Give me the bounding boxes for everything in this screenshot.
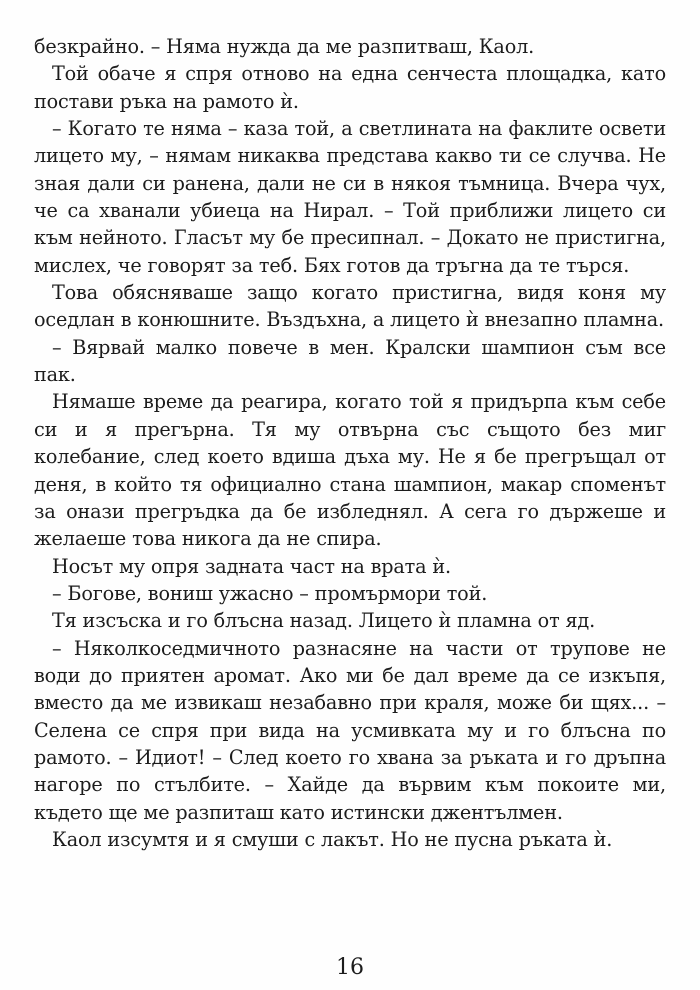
page-body-text — [34, 33, 666, 853]
paragraph: Каол изсумтя и я смуши с лакът. Но не пусна ръката ѝ. — [52, 827, 613, 851]
page-number: 16 — [336, 955, 364, 980]
paragraph-continuation: безкрайно. – Няма нужда да ме разпитваш, Каол. — [34, 35, 535, 58]
paragraph: Той обаче я спря отново на една сенчеста площадка, като постави ръка на рамото ѝ. — [34, 62, 666, 113]
paragraph: – Вярвай малко повече в мен. Кралски шампион съм все пак. — [34, 335, 666, 387]
paragraph: Нямаше време да реагира, когато той я придърпа към себе си и я прегърна. Тя му отвърна със същото без миг колебание, след което вдиша дъха му. Не я бе прегръщал от деня, в който тя официално стана шампион, макар споменът за онази прегръдка да бе избледнял. А сега го държеше и желаеше това никога да не спира. — [34, 390, 666, 551]
paragraph: Това обясняваше защо когато пристигна, видя коня му оседлан в конюшните. Въздъхна, а лицето ѝ внезапно пламна. — [34, 281, 666, 332]
paragraph: – Богове, вониш ужасно – промърмори той. — [52, 581, 488, 605]
paragraph: – Няколкоседмичното разнасяне на части от трупове не води до приятен аромат. Ако ми бе дал време да се изкъпя, вместо да ме извикаш незабавно при краля, може би щях... – Селена се спря при вида на усмивката му и го блъсна по рамото. – Идиот! – След което го хвана за ръката и го дръпна нагоре по стълбите. – Хайде да вървим към покоите ми, където ще ме разпиташ като истински джентълмен. — [34, 636, 666, 824]
paragraph: – Когато те няма – каза той, а светлината на факлите освети лицето му, – нямам никаква представа какво ти се случва. Не зная дали си ранена, дали не си в някоя тъмница. Вчера чух, че са хванали убиеца на Нирал. – Той приближи лицето си към нейното. Гласът му бе пресипнал. – Докато не пристигна, мислех, че говорят за теб. Бях готов да тръгна да те търся. — [34, 117, 666, 277]
paragraph: Носът му опря задната част на врата ѝ. — [52, 554, 451, 578]
paragraph: Тя изсъска и го блъсна назад. Лицето ѝ пламна от яд. — [52, 609, 596, 633]
